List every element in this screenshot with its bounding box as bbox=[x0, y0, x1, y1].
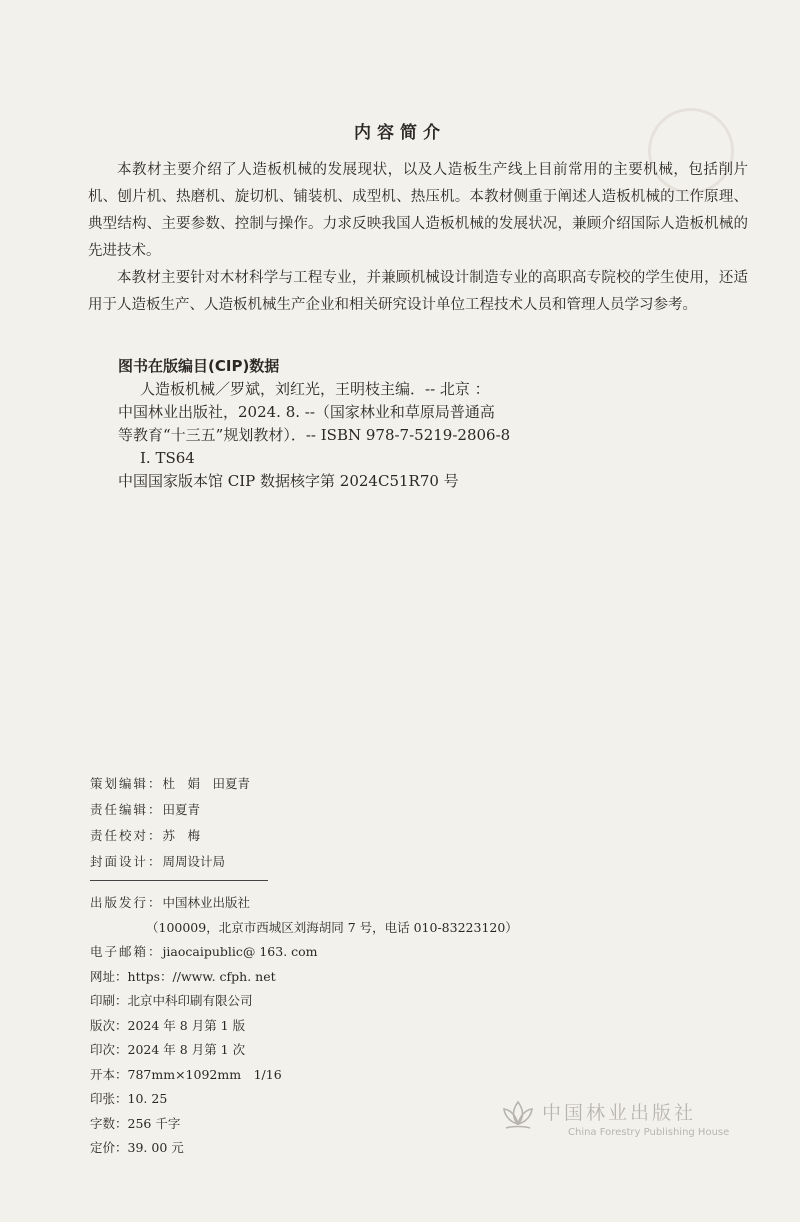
credit-value: 田夏青 bbox=[162, 802, 201, 817]
impression-row bbox=[90, 1038, 518, 1063]
credit-value: 周周设计局 bbox=[162, 854, 226, 869]
credit-value: 杜 娟 田夏青 bbox=[162, 776, 251, 791]
logo-english-name: China Forestry Publishing House bbox=[568, 1127, 730, 1138]
email-value: jiaocaipublic@ 163. com bbox=[162, 944, 318, 959]
sheets-row bbox=[90, 1087, 518, 1112]
printer-value: 北京中科印刷有限公司 bbox=[127, 993, 253, 1008]
credit-row bbox=[90, 823, 250, 849]
abstract-paragraph-1: 本教材主要介绍了人造板机械的发展现状，以及人造板生产线上目前常用的主要机械，包括削片机、刨片机、热磨机、旋切机、铺装机、成型机、热压机。本教材侧重于阐述人造板机械的工作原理、典型结构、主要参数、控制与操作。力求反映我国人造板机械的发展状况，兼顾介绍国际人造板机械的先进技术。 bbox=[88, 162, 748, 259]
sheets-value: 10. 25 bbox=[127, 1091, 168, 1106]
cip-classification: Ⅰ. TS64 bbox=[140, 449, 195, 467]
impression-value: 2024 年 8 月第 1 次 bbox=[127, 1042, 246, 1057]
credit-label: 封面设计： bbox=[90, 854, 163, 869]
cip-line: 中国林业出版社，2024. 8. --（国家林业和草原局普通高 bbox=[118, 403, 495, 421]
credit-row bbox=[90, 797, 250, 823]
publisher-row bbox=[90, 891, 518, 916]
credit-label: 策划编辑： bbox=[90, 776, 163, 791]
publication-info bbox=[90, 891, 518, 1161]
printer-label: 印刷： bbox=[90, 993, 128, 1008]
format-value: 787mm×1092mm 1/16 bbox=[127, 1066, 282, 1082]
sheets-label: 印张： bbox=[90, 1091, 128, 1106]
price-row bbox=[90, 1136, 518, 1161]
cip-line: 等教育“十三五”规划教材）．-- ISBN 978-7-5219-2806-8 bbox=[118, 426, 511, 444]
abstract-body bbox=[88, 157, 748, 319]
cip-block bbox=[118, 355, 738, 493]
edition-row bbox=[90, 1014, 518, 1039]
credit-label: 责任校对： bbox=[90, 828, 163, 843]
impression-label: 印次： bbox=[90, 1042, 128, 1057]
editorial-credits bbox=[90, 771, 250, 875]
cip-title: 图书在版编目(CIP)数据 bbox=[118, 357, 280, 375]
abstract-paragraph-2: 本教材主要针对木材科学与工程专业，并兼顾机械设计制造专业的高职高专院校的学生使用，还适用于人造板生产、人造板机械生产企业和相关研究设计单位工程技术人员和管理人员学习参考。 bbox=[88, 270, 748, 313]
printer-row bbox=[90, 989, 518, 1014]
cip-record-number: 中国国家版本馆 CIP 数据核字第 2024C51R70 号 bbox=[118, 472, 459, 490]
divider-rule bbox=[90, 880, 268, 881]
credit-value: 苏 梅 bbox=[162, 828, 201, 843]
publisher-logo bbox=[498, 1094, 748, 1154]
abstract-heading: 内容简介 bbox=[354, 123, 446, 143]
email-label: 电子邮箱： bbox=[90, 944, 163, 959]
edition-label: 版次： bbox=[90, 1017, 128, 1033]
price-value: 39. 00 元 bbox=[127, 1140, 184, 1155]
credit-label: 责任编辑： bbox=[90, 802, 163, 817]
publisher-label: 出版发行： bbox=[90, 895, 163, 910]
price-label: 定价： bbox=[90, 1140, 128, 1155]
logo-chinese-name: 中国林业出版社 bbox=[542, 1102, 697, 1124]
website-value: https：//www. cfph. net bbox=[127, 968, 276, 984]
credit-row bbox=[90, 771, 250, 797]
credit-row bbox=[90, 849, 250, 875]
website-label: 网址： bbox=[90, 968, 128, 984]
format-row bbox=[90, 1063, 518, 1088]
email-row bbox=[90, 940, 518, 965]
edition-value: 2024 年 8 月第 1 版 bbox=[127, 1017, 246, 1033]
website-row bbox=[90, 965, 518, 990]
format-label: 开本： bbox=[90, 1066, 128, 1082]
word-count-value: 256 千字 bbox=[127, 1115, 181, 1131]
publisher-address: （100009，北京市西城区刘海胡同 7 号，电话 010-83223120） bbox=[146, 919, 518, 935]
word-count-label: 字数： bbox=[90, 1115, 128, 1131]
cip-line: 人造板机械／罗斌，刘红光，王明枝主编．-- 北京 ： bbox=[140, 380, 490, 398]
publisher-value: 中国林业出版社 bbox=[162, 895, 251, 910]
word-count-row bbox=[90, 1112, 518, 1137]
lotus-logo-icon bbox=[498, 1096, 538, 1136]
